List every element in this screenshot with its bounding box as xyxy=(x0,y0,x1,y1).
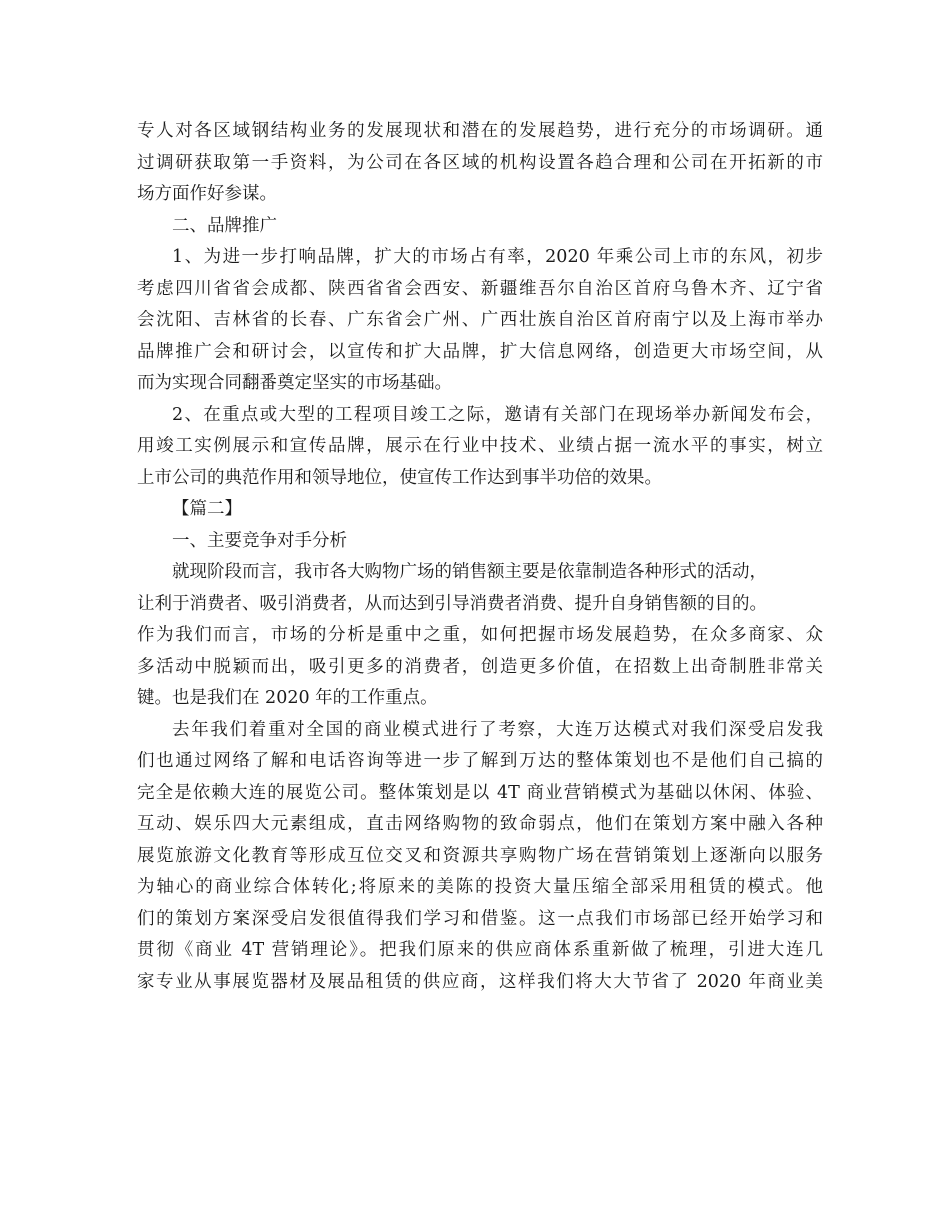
text-line: 场方面作好参谋。 xyxy=(137,184,277,204)
text-line: 们的策划方案深受启发很值得我们学习和借鉴。这一点我们市场部已经开始学习和 xyxy=(137,908,823,929)
text-line: 为轴心的商业综合体转化;将原来的美陈的投资大量压缩全部采用租赁的模式。他 xyxy=(137,877,823,897)
text-line: 互动、娱乐四大元素组成，直击网络购物的致命弱点，他们在策划方案中融入各种 xyxy=(137,814,823,834)
text-line: 作为我们而言，市场的分析是重中之重，如何把握市场发展趋势，在众多商家、众 xyxy=(137,625,823,645)
text-line: 让利于消费者、吸引消费者，从而达到引导消费者消费、提升自身销售额的目的。 xyxy=(137,593,767,614)
text-line: 用竣工实例展示和宣传品牌，展示在行业中技术、业绩占据一流水平的事实，树立 xyxy=(137,436,823,456)
text-line: 键。也是我们在 2020 年的工作重点。 xyxy=(137,688,438,708)
text-line: 去年我们着重对全国的商业模式进行了考察，大连万达模式对我们深受启发我 xyxy=(172,719,823,740)
text-line: 就现阶段而言，我市各大购物广场的销售额主要是依靠制造各种形式的活动， xyxy=(172,562,767,582)
text-line: 【篇二】 xyxy=(172,499,242,519)
text-line: 完全是依赖大连的展览公司。整体策划是以 4T 商业营销模式为基础以休闲、体验、 xyxy=(137,782,823,803)
text-line: 多活动中脱颖而出，吸引更多的消费者，创造更多价值，在招数上出奇制胜非常关 xyxy=(137,656,823,677)
text-line: 会沈阳、吉林省的长春、广东省会广州、广西壮族自治区首府南宁以及上海市举办 xyxy=(137,310,823,330)
text-line: 而为实现合同翻番奠定坚实的市场基础。 xyxy=(137,373,452,393)
text-line: 考虑四川省省会成都、陕西省省会西安、新疆维吾尔自治区首府乌鲁木齐、辽宁省 xyxy=(137,278,823,299)
text-line: 展览旅游文化教育等形成互位交叉和资源共享购物广场在营销策划上逐渐向以服务 xyxy=(137,845,823,866)
text-line: 2、在重点或大型的工程项目竣工之际，邀请有关部门在现场举办新闻发布会， xyxy=(172,404,823,425)
text-line: 贯彻《商业 4T 营销理论》。把我们原来的供应商体系重新做了梳理，引进大连几 xyxy=(137,940,823,960)
text-line: 过调研获取第一手资料，为公司在各区域的机构设置各趋合理和公司在开拓新的市 xyxy=(137,152,823,173)
text-line: 二、品牌推广 xyxy=(172,215,277,236)
text-line: 1、为进一步打响品牌，扩大的市场占有率，2020 年乘公司上市的东风，初步 xyxy=(172,247,823,267)
text-line: 们也通过网络了解和电话咨询等进一步了解到万达的整体策划也不是他们自己搞的 xyxy=(137,751,823,771)
text-line: 一、主要竞争对手分析 xyxy=(172,530,347,551)
text-line: 品牌推广会和研讨会，以宣传和扩大品牌，扩大信息网络，创造更大市场空间，从 xyxy=(137,341,823,362)
text-line: 专人对各区域钢结构业务的发展现状和潜在的发展趋势，进行充分的市场调研。通 xyxy=(137,121,823,141)
text-line: 家专业从事展览器材及展品租赁的供应商，这样我们将大大节省了 2020 年商业美 xyxy=(137,971,823,992)
text-line: 上市公司的典范作用和领导地位，使宣传工作达到事半功倍的效果。 xyxy=(137,467,662,488)
document-body xyxy=(137,116,823,998)
